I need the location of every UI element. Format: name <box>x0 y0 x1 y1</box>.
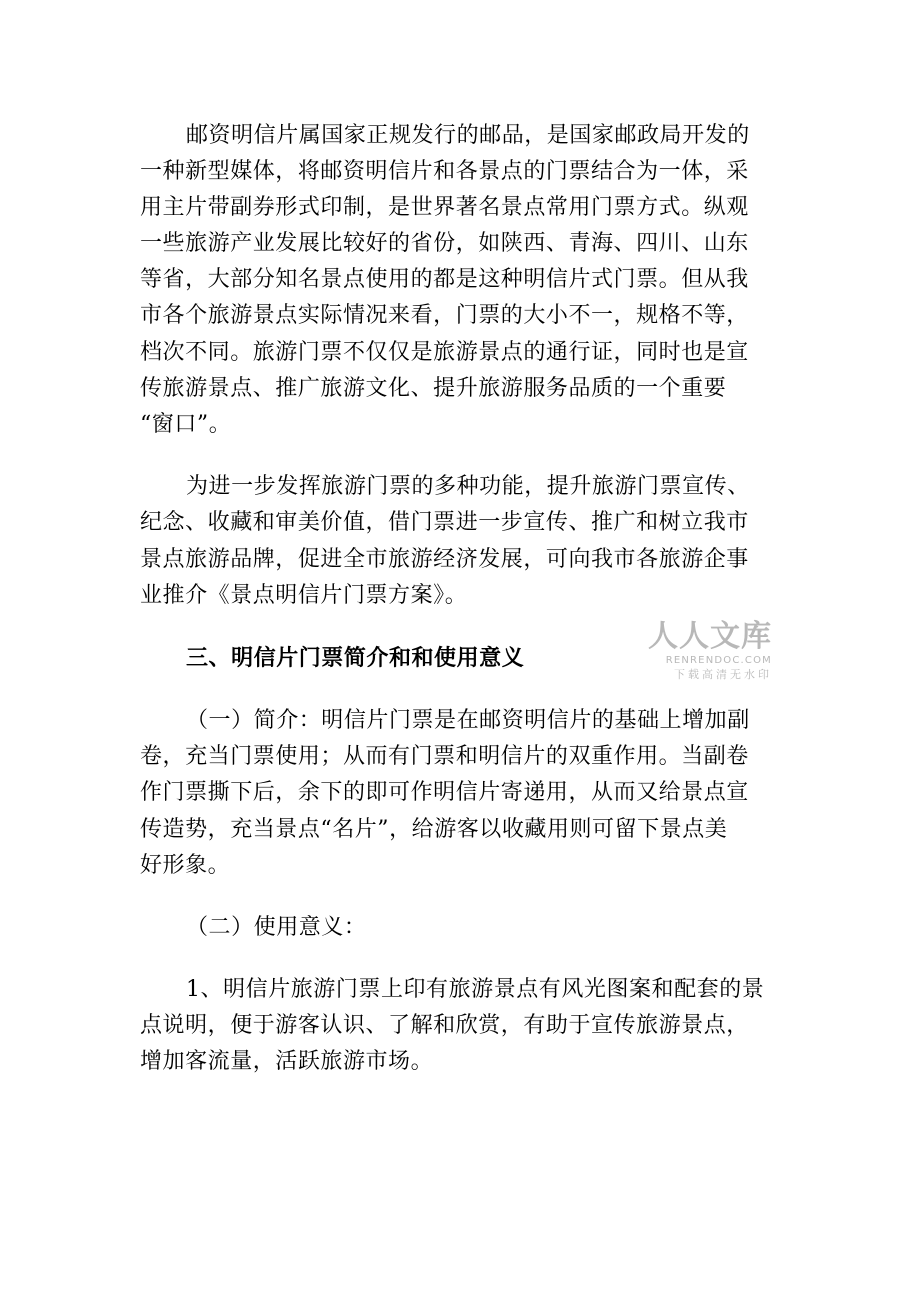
paragraph-2-line-3: 景点旅游品牌，促进全市旅游经济发展，可向我市各旅游企事 <box>140 547 749 572</box>
paragraph-3-line-3: 作门票撕下后，余下的即可作明信片寄递用，从而又给景点宣 <box>140 780 749 805</box>
watermark-subtitle: 下载高清无水印 <box>674 668 772 681</box>
watermark-title: 人人文库 <box>648 619 772 654</box>
paragraph-1-line-4: 一些旅游产业发展比较好的省份，如陕西、青海、四川、山东 <box>140 231 749 256</box>
paragraph-3-line-1: （一）简介：明信片门票是在邮资明信片的基础上增加副 <box>186 708 750 733</box>
paragraph-1-line-9: “窗口”。 <box>140 412 232 437</box>
section-heading: 三、明信片门票简介和和使用意义 <box>186 645 525 671</box>
subsection-heading: （二）使用意义： <box>186 915 367 940</box>
paragraph-4-line-2: 点说明，便于游客认识、了解和欣赏，有助于宣传旅游景点， <box>140 1013 749 1038</box>
paragraph-3-line-5: 好形象。 <box>140 853 231 878</box>
paragraph-4-line-3: 增加客流量，活跃旅游市场。 <box>140 1049 434 1074</box>
paragraph-3-line-2: 卷，充当门票使用；从而有门票和明信片的双重作用。当副卷 <box>140 744 749 769</box>
paragraph-1-line-8: 传旅游景点、推广旅游文化、提升旅游服务品质的一个重要 <box>140 376 727 401</box>
paragraph-1-line-2: 一种新型媒体，将邮资明信片和各景点的门票结合为一体，采 <box>140 159 749 184</box>
paragraph-1-line-3: 用主片带副券形式印制，是世界著名景点常用门票方式。纵观 <box>140 195 749 220</box>
paragraph-2-line-4: 业推介《景点明信片门票方案》。 <box>140 583 468 608</box>
paragraph-4-line-1: 1、明信片旅游门票上印有旅游景点有风光图案和配套的景 <box>186 977 765 1002</box>
paragraph-2-line-1: 为进一步发挥旅游门票的多种功能，提升旅游门票宣传、 <box>186 474 750 499</box>
paragraph-3-line-4: 传造势，充当景点“名片”，给游客以收藏用则可留下景点美 <box>140 817 728 842</box>
paragraph-1-line-5: 等省，大部分知名景点使用的都是这种明信片式门票。但从我 <box>140 267 749 292</box>
watermark-domain: RENRENDOC.COM <box>665 655 772 666</box>
paragraph-1-line-1: 邮资明信片属国家正规发行的邮品，是国家邮政局开发的 <box>186 123 750 148</box>
watermark-logo <box>640 620 772 682</box>
paragraph-2-line-2: 纪念、收藏和审美价值，借门票进一步宣传、推广和树立我市 <box>140 510 749 535</box>
paragraph-1-line-6: 市各个旅游景点实际情况来看，门票的大小不一，规格不等， <box>140 303 749 328</box>
paragraph-1-line-7: 档次不同。旅游门票不仅仅是旅游景点的通行证，同时也是宣 <box>140 340 749 365</box>
